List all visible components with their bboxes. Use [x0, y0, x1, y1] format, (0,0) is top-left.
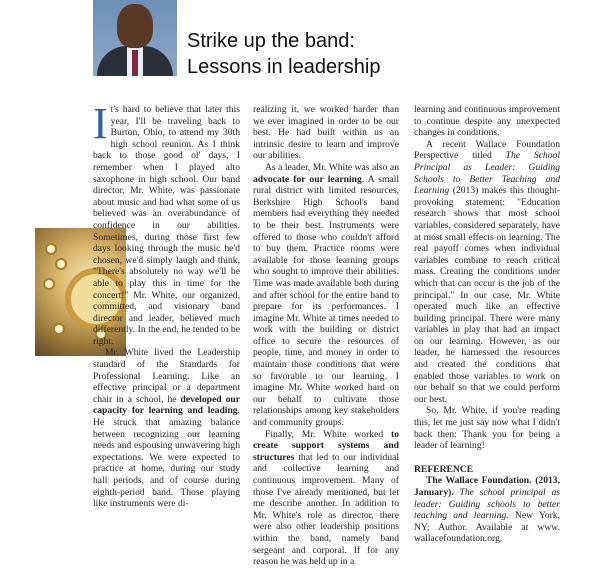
reference-title: The school principal as leader: Guiding schools to better teaching and learning. — [414, 487, 560, 522]
paragraph-text: . He struck that amazing balance between recognizing our learning needs and espousing unwavering high expectations. We were expected to practice at home, during our study hall periods, and of course during eighth-period band. Those playing like instruments were di- — [93, 405, 240, 510]
saxophone-key — [43, 278, 55, 290]
article-column-1 — [93, 99, 240, 510]
emphasis-text: to create support systems and structures — [253, 428, 399, 463]
paragraph-text: Finally, Mr. White worked — [265, 428, 391, 440]
saxophone-key — [45, 243, 57, 255]
paragraph-text: t's hard to believe that later this year, I'll be traveling back to Burton, Ohio, to attend my 30th high school reunion. As I think back to those good ol' days, I remember when I played alto saxophone in high school. Our band director, Mr. White, was passionate about music and had what some of us believed was an overabundance of confidence in our abilities. Sometimes, during those first few days looking through the music he'd chosen, we'd simply laugh and think, "There's absolutely no way we'll be able to play this in time for the concert!" Mr. White, our organized, committed, and visionary band director and leader, believed much differently. In the end, he tended to be right. — [93, 104, 240, 347]
paragraph — [93, 99, 240, 347]
reference-publisher: New York, NY: Author. Available at www. wallacefoundation.org. — [414, 510, 560, 545]
photo-face — [117, 4, 153, 48]
paragraph: So, Mr. White, if you're reading this, let me just say now what I didn't back then: Thank you for being a leader of learning! — [414, 405, 560, 452]
paragraph-text: As a leader, Mr. White was also an — [265, 161, 399, 173]
paragraph-text: (2013) makes this thought-provoking statement: "Education research shows that most school variables, considered separately, have at most small effects on learning. The real payoff comes when individual variables combine to reach critical mass. Creating the conditions under which that can occur is the job of the principal." In our case, Mr. White operated much like an effective building principal. There were many variables in play that had an impact on our learning. However, as our leader, he harnessed the resources and created the conditions that enabled those variables to work on our behalf so that we could perform our best. — [414, 185, 560, 405]
paragraph — [414, 139, 560, 406]
paragraph — [93, 347, 240, 509]
paragraph-text: Mr. White lived the Leadership standard of the Standards for Professional Learning. Like an effective principal or a department chair in a school, he — [93, 347, 240, 405]
article-column-2 — [253, 104, 399, 568]
title-line-1: Strike up the band: — [187, 30, 355, 52]
emphasis-text: advocate for our learning — [253, 173, 362, 185]
article-title — [187, 28, 380, 80]
saxophone-key — [53, 323, 65, 335]
emphasis-text: developed our capacity for learning and leading — [93, 393, 240, 417]
title-line-2: Lessons in leadership — [187, 56, 381, 78]
photo-tie — [132, 50, 138, 76]
paragraph — [253, 162, 399, 429]
reference-entry — [414, 475, 560, 545]
reference-author: The Wallace Foundation. (2013, January). — [414, 475, 560, 498]
publication-title: The School Principal as Leader: Guiding Schools to Better Teaching and Learning — [414, 150, 560, 197]
paragraph-text: that led to our individual and collective learning and continuous improvement. Many of those I've already mentioned, but let me describe another. In addition to Mr. White's role as director, there were also other leadership positions within the band, namely band sergeant and corporal. If for any reason he was held up in a — [253, 451, 399, 568]
drop-cap: I — [93, 99, 108, 148]
paragraph — [253, 429, 399, 568]
paragraph: learning and continuous improvement to continue despite any unexpected changes in conditions. — [414, 104, 560, 139]
author-photo — [93, 0, 177, 76]
paragraph: realizing it, we worked harder than we ever imagined in order to be our best. He had built within us an intrinsic desire to learn and improve our abilities. — [253, 104, 399, 162]
article-column-3 — [414, 104, 560, 545]
paragraph-text: . A small rural district with limited resources, Berkshire High School's band members had everything they needed to be their best. Instruments were offered to those who couldn't afford to buy them. Practice rooms were available for those learning groups who sought to improve their abilities. Time was made available both during and after school for the entire band to prepare for its performances. I imagine Mr. White at times needed to work with the building or district office to secure the resources of people, time, and money in order to maintain those conditions that were so favorable to our learning. I imagine Mr. White worked hard on our behalf to cultivate those relationships among key stakeholders and community groups. — [253, 173, 399, 429]
paragraph-text: A recent Wallace Foundation Perspective titled — [414, 138, 560, 162]
reference-heading: REFERENCE — [414, 463, 474, 475]
